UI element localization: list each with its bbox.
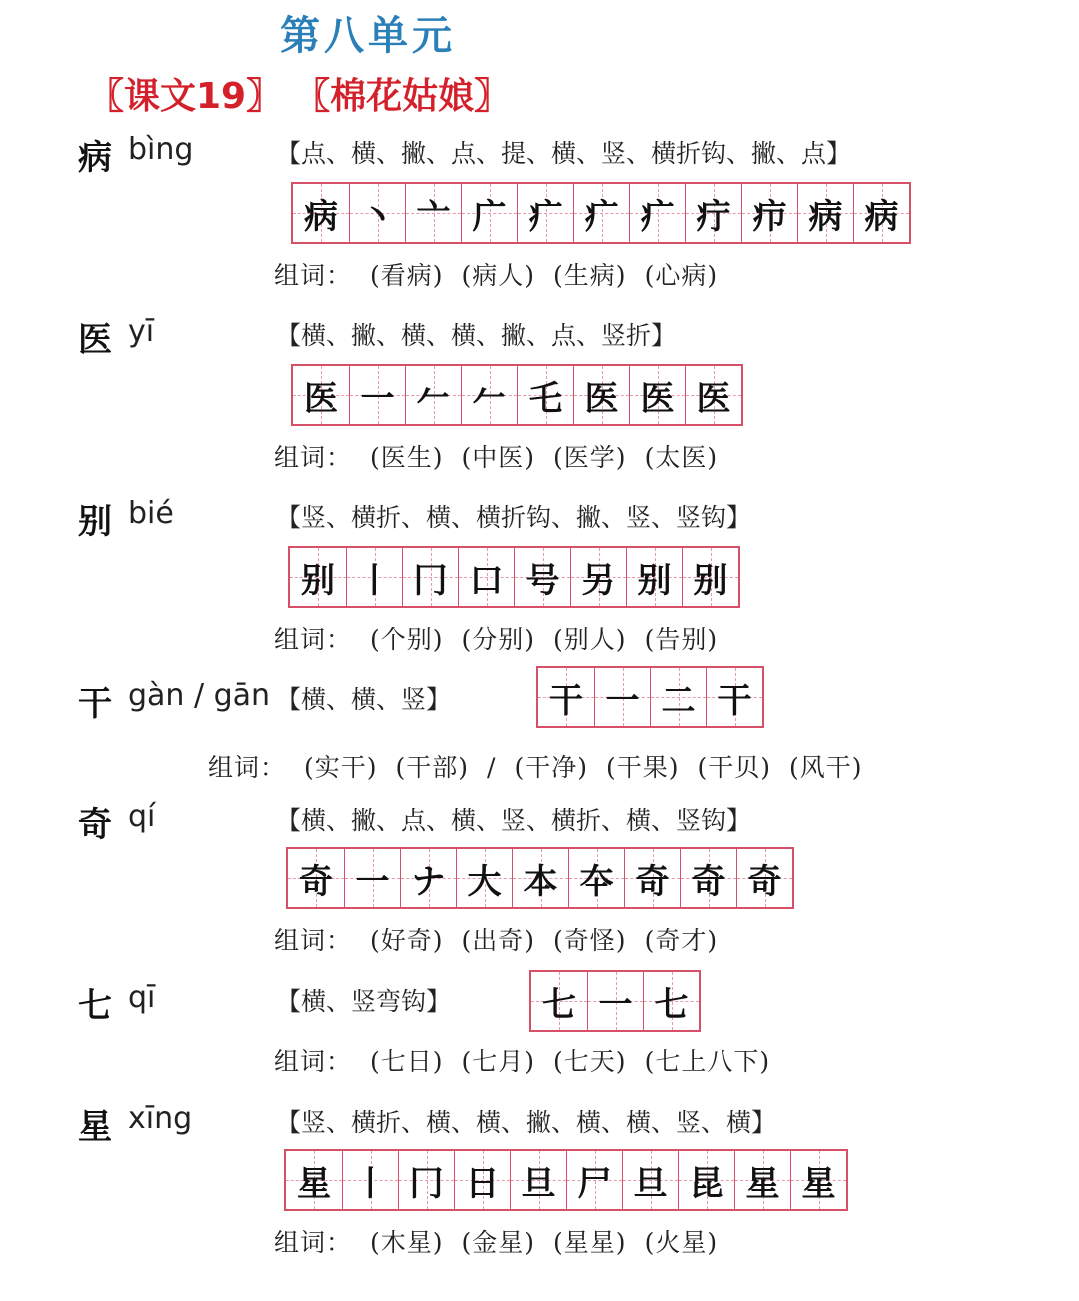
stroke-step-cell [643,972,699,1030]
stroke-step-glyph: 疒 [640,196,675,237]
word-example: (火星) [644,1228,719,1257]
stroke-step-cell [568,849,624,907]
stroke-order-text: 【横、横、竖】 [276,685,452,714]
stroke-grid [291,364,743,426]
word-example: (生病) [553,261,627,290]
word-example: (好奇) [370,926,444,955]
word-example: (中医) [461,443,536,472]
stroke-step-cell [706,668,762,726]
stroke-step-glyph: 星 [745,1163,780,1204]
stroke-step-glyph: 日 [465,1163,500,1204]
stroke-step-glyph: 广 [472,196,507,237]
stroke-step-cell [682,548,738,606]
stroke-step-cell [405,366,461,424]
stroke-step-glyph: 疔 [696,196,731,237]
stroke-step-cell [402,548,458,606]
entry-character: 病 [78,138,112,178]
entry-character: 星 [78,1107,112,1147]
word-example: (病人) [461,261,536,290]
stroke-step-cell [685,366,741,424]
lesson-heading [88,68,540,119]
stroke-step-cell [458,548,514,606]
stroke-step-glyph: 二 [661,680,696,721]
word-example: (看病) [370,261,444,290]
stroke-grid [536,666,764,728]
word-example: (风干) [789,753,863,782]
stroke-step-glyph: 别 [637,560,672,601]
stroke-step-glyph: 医 [584,378,619,419]
entry-character: 医 [78,320,112,360]
stroke-step-glyph: 医 [696,378,731,419]
word-example: (实干) [304,753,378,782]
stroke-step-cell [797,184,853,242]
stroke-step-glyph: 夲 [579,861,614,902]
stroke-step-glyph: 疒 [584,196,619,237]
word-example: (心病) [644,261,719,290]
word-example: (医生) [370,443,444,472]
stroke-order-text: 【竖、横折、横、横折钩、撇、竖、竖钩】 [276,503,752,532]
stroke-step-cell [622,1151,678,1209]
stroke-step-cell [286,1151,342,1209]
words-label: 组词： [274,1228,353,1257]
entry-character: 别 [78,502,112,542]
word-example: (干净) [514,753,588,782]
stroke-step-cell [454,1151,510,1209]
stroke-step-glyph: ナ [411,861,446,902]
stroke-order-text: 【竖、横折、横、横、撇、横、横、竖、横】 [276,1108,777,1137]
stroke-step-glyph: 丶 [360,196,395,237]
entry-pinyin: yī [128,314,155,349]
entry-pinyin: xīng [128,1101,193,1136]
stroke-step-cell [342,1151,398,1209]
stroke-step-cell [736,849,792,907]
stroke-step-cell [405,184,461,242]
word-example: (七上八下) [644,1047,771,1076]
words-label: 组词： [208,753,287,782]
stroke-step-glyph: 医 [640,378,675,419]
word-examples [274,1042,770,1078]
stroke-step-glyph: 口 [469,560,504,601]
stroke-step-cell [587,972,643,1030]
stroke-step-cell [594,668,650,726]
stroke-grid [288,546,740,608]
word-example: (七日) [370,1047,444,1076]
stroke-step-cell [517,366,573,424]
word-example: (七月) [461,1047,536,1076]
stroke-step-cell [790,1151,846,1209]
word-example: (奇才) [644,926,719,955]
stroke-step-cell [734,1151,790,1209]
stroke-step-glyph: 疖 [752,196,787,237]
stroke-step-cell [456,849,512,907]
entry-pinyin: gàn / gān [128,678,271,713]
word-examples [274,438,718,474]
word-example: (出奇) [461,926,536,955]
stroke-step-glyph: 尸 [577,1163,612,1204]
entry-character: 奇 [78,805,112,845]
stroke-step-glyph: 丨 [357,560,392,601]
stroke-step-cell [853,184,909,242]
word-example: (七天) [553,1047,627,1076]
word-examples [274,1223,718,1259]
words-label: 组词： [274,625,353,654]
stroke-step-glyph: 七 [654,984,689,1025]
stroke-step-glyph: 奇 [691,861,726,902]
word-example: (分别) [461,625,536,654]
word-example: (干果) [606,753,680,782]
stroke-step-glyph: 病 [864,196,899,237]
stroke-step-cell [650,668,706,726]
word-example: (木星) [370,1228,444,1257]
stroke-step-glyph: 𠂉 [472,378,507,419]
stroke-step-glyph: 干 [717,680,752,721]
stroke-step-glyph: 别 [301,560,335,601]
stroke-step-glyph: 疒 [528,196,563,237]
stroke-step-glyph: 𠂉 [416,378,451,419]
stroke-step-glyph: 号 [525,560,560,601]
stroke-step-cell [461,184,517,242]
stroke-step-cell [680,849,736,907]
stroke-grid [286,847,794,909]
word-examples [274,921,718,957]
entry-pinyin: qī [128,980,156,1015]
stroke-step-glyph: 另 [581,560,616,601]
stroke-step-cell [685,184,741,242]
word-example: (星星) [553,1228,627,1257]
stroke-step-glyph: 丨 [353,1163,388,1204]
stroke-step-glyph: 病 [808,196,843,237]
word-example: (太医) [644,443,719,472]
word-example: (别人) [553,625,627,654]
stroke-step-cell [288,849,344,907]
stroke-step-glyph: 奇 [747,861,782,902]
stroke-step-cell [514,548,570,606]
word-example: (医学) [553,443,627,472]
words-label: 组词： [274,1047,353,1076]
stroke-step-cell [398,1151,454,1209]
stroke-step-cell [510,1151,566,1209]
stroke-step-cell [293,184,349,242]
stroke-step-cell [290,548,346,606]
words-label: 组词： [274,926,353,955]
stroke-order-text: 【横、竖弯钩】 [276,987,452,1016]
stroke-step-glyph: 乇 [528,378,563,419]
stroke-step-cell [573,366,629,424]
word-example: (个别) [370,625,444,654]
stroke-step-cell [531,972,587,1030]
stroke-step-cell [349,366,405,424]
word-example: (告别) [644,625,719,654]
word-example: (干贝) [697,753,772,782]
stroke-step-cell [349,184,405,242]
words-label: 组词： [274,261,353,290]
entry-pinyin: qí [128,799,156,834]
word-example: / [487,753,497,782]
stroke-step-glyph: 病 [304,196,338,237]
entry-character: 七 [78,986,112,1026]
word-example: (干部) [395,753,470,782]
stroke-step-glyph: 七 [542,984,576,1025]
stroke-step-cell [741,184,797,242]
word-examples [208,748,863,784]
stroke-grid [529,970,701,1032]
stroke-step-glyph: 昆 [689,1163,724,1204]
stroke-step-cell [346,548,402,606]
word-examples [274,620,718,656]
stroke-step-cell [629,366,685,424]
word-example: (金星) [461,1228,536,1257]
entry-pinyin: bìng [128,132,194,167]
stroke-step-cell [344,849,400,907]
entry-pinyin: bié [128,496,174,531]
stroke-step-glyph: 亠 [416,196,451,237]
stroke-step-cell [512,849,568,907]
stroke-step-glyph: 一 [598,984,633,1025]
stroke-step-cell [624,849,680,907]
stroke-step-glyph: 医 [304,378,338,419]
stroke-step-glyph: 旦 [633,1163,668,1204]
stroke-order-text: 【点、横、撇、点、提、横、竖、横折钩、撇、点】 [276,139,852,168]
stroke-order-text: 【横、撇、横、横、撇、点、竖折】 [276,321,677,350]
stroke-grid [284,1149,848,1211]
stroke-step-cell [629,184,685,242]
stroke-step-cell [566,1151,622,1209]
stroke-step-cell [293,366,349,424]
stroke-step-glyph: 别 [693,560,728,601]
stroke-step-cell [573,184,629,242]
stroke-step-glyph: 一 [360,378,395,419]
stroke-step-glyph: 冂 [413,560,448,601]
stroke-step-cell [400,849,456,907]
stroke-step-glyph: 旦 [521,1163,556,1204]
stroke-step-glyph: 奇 [299,861,333,902]
unit-title: 第八单元 [280,13,456,59]
stroke-step-cell [461,366,517,424]
stroke-step-glyph: 一 [355,861,390,902]
stroke-step-cell [570,548,626,606]
word-examples [274,256,718,292]
word-example: (奇怪) [553,926,627,955]
stroke-step-glyph: 星 [297,1163,331,1204]
stroke-step-cell [678,1151,734,1209]
stroke-order-text: 【横、撇、点、横、竖、横折、横、竖钩】 [276,806,752,835]
words-label: 组词： [274,443,353,472]
entry-character: 干 [78,684,112,724]
stroke-step-glyph: 大 [467,861,502,902]
lesson-title: 〖棉花姑娘〗 [312,76,511,117]
stroke-step-glyph: 冂 [409,1163,444,1204]
stroke-step-glyph: 干 [549,680,583,721]
stroke-step-cell [538,668,594,726]
stroke-grid [291,182,911,244]
stroke-step-glyph: 一 [605,680,640,721]
stroke-step-glyph: 星 [801,1163,836,1204]
stroke-step-glyph: 本 [523,861,558,902]
stroke-step-glyph: 奇 [635,861,670,902]
stroke-step-cell [626,548,682,606]
lesson-label: 〖课文19〗 [88,76,283,117]
stroke-step-cell [517,184,573,242]
